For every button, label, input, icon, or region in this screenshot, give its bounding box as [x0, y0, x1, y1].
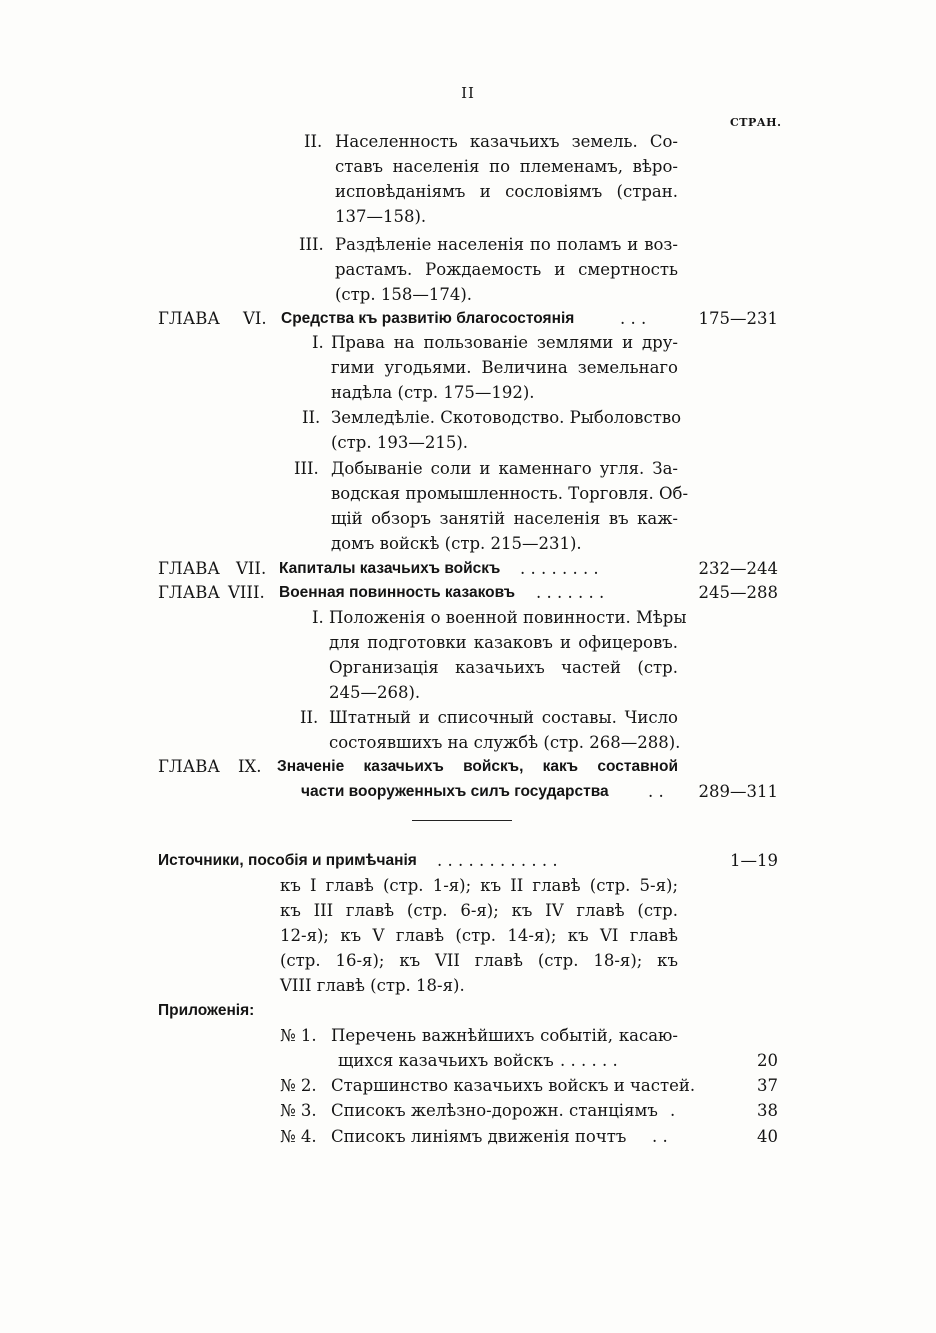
section-text-line: для подготовки казаковъ и офицеровъ. [329, 633, 678, 652]
section-text-line: Земледѣліе. Скотоводство. Рыболовство [331, 408, 682, 427]
sources-text-line: (стр. 16-я); къ VII главѣ (стр. 18-я); къ [280, 951, 678, 970]
appendix-number: № 2. [280, 1076, 317, 1095]
leader-dots: . [670, 1101, 676, 1120]
page-range: 1—19 [730, 851, 778, 870]
chapter-title: Военная повинность казаковъ [279, 584, 516, 601]
leader-dots: . . [648, 782, 664, 801]
appendix-text-line: щихся казачьихъ войскъ [338, 1051, 554, 1070]
page-range: 245—288 [698, 583, 778, 602]
section-text-line: домъ войскѣ (стр. 215—231). [331, 534, 582, 553]
section-text-line: Населенность казачьихъ земель. Со- [335, 132, 678, 151]
section-text-line: состоявшихъ на службѣ (стр. 268—288). [329, 733, 681, 752]
leader-dots: . . . . . . . [536, 583, 605, 602]
section-number: I. [312, 608, 324, 627]
appendix-text-line: Перечень важнѣйшихъ событій, касаю- [331, 1026, 678, 1045]
section-divider [412, 820, 512, 821]
page-number: 40 [757, 1127, 778, 1146]
leader-dots: . . . [620, 309, 647, 328]
section-text-line: 245—268). [329, 683, 421, 702]
folio-number: II [461, 84, 475, 102]
pages-column-label: СТРАН. [730, 116, 782, 129]
appendix-number: № 3. [280, 1101, 317, 1120]
section-number: III. [294, 459, 319, 478]
section-text-line: растамъ. Рождаемость и смертность [335, 260, 678, 279]
leader-dots: . . [652, 1127, 668, 1146]
appendix-text-line: Списокъ линіямъ движенія почтъ [331, 1127, 627, 1146]
section-text-line: исповѣданіямъ и сословіямъ (стран. [335, 182, 678, 201]
appendices-title: Приложенія: [158, 1002, 255, 1019]
section-number: III. [299, 235, 324, 254]
section-text-line: (стр. 193—215). [331, 433, 469, 452]
section-number: II. [300, 708, 319, 727]
section-text-line: гими угодьями. Величина земельнаго [331, 358, 678, 377]
section-text-line: Добываніе соли и каменнаго угля. За- [331, 459, 678, 478]
section-text-line: Организація казачьихъ частей (стр. [329, 658, 678, 677]
chapter-number: VI. [243, 309, 267, 328]
chapter-number: VIII. [228, 583, 265, 602]
page-number: 20 [757, 1051, 778, 1070]
section-text-line: щій обзоръ занятій населенія въ каж- [331, 509, 678, 528]
sources-title: Источники, пособія и примѣчанія [158, 852, 417, 869]
chapter-label: ГЛАВА [158, 309, 220, 328]
page-range: 175—231 [698, 309, 778, 328]
appendix-number: № 1. [280, 1026, 317, 1045]
section-number: II. [302, 408, 321, 427]
section-text-line: Штатный и списочный составы. Число [329, 708, 678, 727]
appendix-number: № 4. [280, 1127, 317, 1146]
page-number: 37 [757, 1076, 778, 1095]
chapter-number: VII. [236, 559, 267, 578]
page-number: 38 [757, 1101, 778, 1120]
sources-text-line: VIII главѣ (стр. 18-я). [280, 976, 465, 995]
section-number: I. [312, 333, 324, 352]
section-text-line: надѣла (стр. 175—192). [331, 383, 535, 402]
sources-text-line: къ III главѣ (стр. 6-я); къ IV главѣ (стр. [280, 901, 678, 920]
chapter-label: ГЛАВА [158, 559, 220, 578]
sources-text-line: къ I главѣ (стр. 1-я); къ II главѣ (стр. 5-я); [280, 876, 678, 895]
leader-dots: . . . . . . [560, 1051, 618, 1070]
appendix-text-line: Списокъ желѣзно-дорожн. станціямъ [331, 1101, 658, 1120]
section-text-line: 137—158). [335, 207, 427, 226]
appendix-text-line: Старшинство казачьихъ войскъ и частей. [331, 1076, 696, 1095]
page-range: 232—244 [698, 559, 778, 578]
section-text-line: Положенія о военной повинности. Мѣры [329, 608, 687, 627]
chapter-label: ГЛАВА [158, 757, 220, 776]
chapter-number: IX. [238, 757, 262, 776]
section-text-line: (стр. 158—174). [335, 285, 473, 304]
section-text-line: ставъ населенія по племенамъ, вѣро- [335, 157, 678, 176]
chapter-title: Капиталы казачьихъ войскъ [279, 560, 501, 577]
section-text-line: водская промышленность. Торговля. Об- [331, 484, 689, 503]
section-text-line: Права на пользованіе землями и дру- [331, 333, 678, 352]
page-range: 289—311 [698, 782, 778, 801]
section-number: II. [304, 132, 323, 151]
leader-dots: . . . . . . . . . . . . [437, 851, 558, 870]
chapter-title-line: Значеніе казачьихъ войскъ, какъ составной [277, 758, 678, 775]
chapter-title: Средства къ развитію благосостоянія [281, 310, 575, 327]
chapter-title-line: части вооруженныхъ силъ государства [301, 783, 609, 800]
sources-text-line: 12-я); къ V главѣ (стр. 14-я); къ VI главѣ [280, 926, 678, 945]
section-text-line: Раздѣленіе населенія по поламъ и воз- [335, 235, 678, 254]
chapter-label: ГЛАВА [158, 583, 220, 602]
leader-dots: . . . . . . . . [520, 559, 599, 578]
